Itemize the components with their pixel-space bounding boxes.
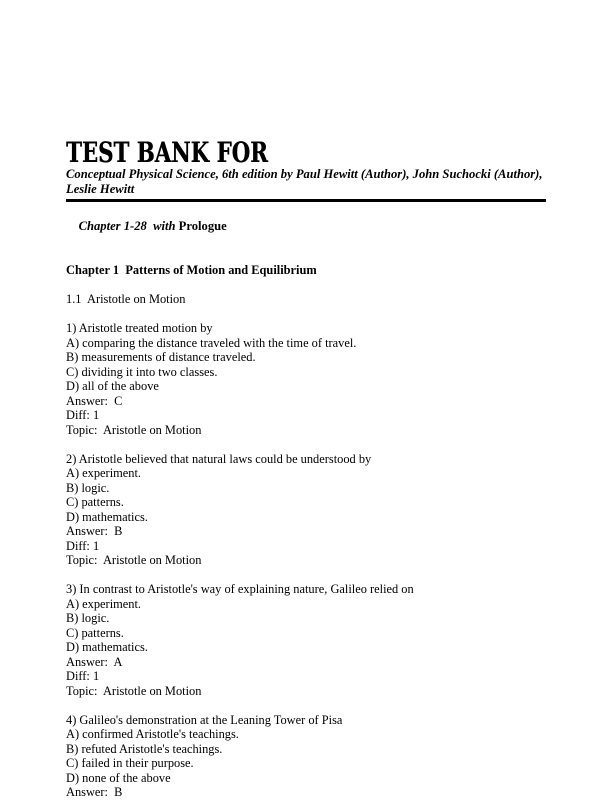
- choice-c: C) patterns.: [66, 625, 124, 640]
- chapter-heading: Chapter 1 Patterns of Motion and Equilibrium: [66, 262, 317, 277]
- topic-line: Topic: Aristotle on Motion: [66, 683, 202, 698]
- choice-d: D) mathematics.: [66, 640, 148, 654]
- choice-a: A) experiment.: [66, 466, 142, 480]
- question-stem: 4) Galileo's demonstration at the Leaning Tower of Pisa: [66, 712, 343, 727]
- topic-line: Topic: Aristotle on Motion: [66, 422, 202, 437]
- title-row: [66, 136, 546, 169]
- answer-line: Answer: B: [66, 524, 123, 538]
- answer-line: Answer: C: [66, 393, 123, 408]
- answer-line: Answer: A: [66, 654, 123, 669]
- book-subtitle-line-1: Conceptual Physical Science, 6th edition by Paul Hewitt (Author), John Suchocki (Author),: [66, 167, 543, 181]
- choice-a: A) comparing the distance traveled with the time of travel.: [66, 335, 357, 350]
- question-block-3: [66, 582, 546, 698]
- chapter-range-bold: Prologue: [178, 218, 227, 233]
- choice-d: D) mathematics.: [66, 509, 148, 524]
- section-heading: 1.1 Aristotle on Motion: [66, 292, 186, 306]
- choice-b: B) logic.: [66, 480, 110, 495]
- choice-c: C) failed in their purpose.: [66, 756, 194, 770]
- choice-c: C) dividing it into two classes.: [66, 364, 218, 379]
- chapter-range-italic: Chapter 1-28 with: [78, 218, 179, 233]
- choice-b: B) logic.: [66, 611, 110, 625]
- diff-line: Diff: 1: [66, 538, 100, 553]
- question-block-2: [66, 452, 546, 568]
- diff-line: Diff: 1: [66, 408, 100, 422]
- question-block-4: [66, 713, 546, 800]
- question-block-1: [66, 321, 546, 437]
- choice-b: B) refuted Aristotle's teachings.: [66, 741, 223, 756]
- question-stem: 1) Aristotle treated motion by: [66, 321, 213, 335]
- choice-d: D) all of the above: [66, 379, 159, 393]
- document-title: TEST BANK FOR: [66, 136, 268, 169]
- question-stem: 3) In contrast to Aristotle's way of explaining nature, Galileo relied on: [66, 582, 414, 596]
- choice-c: C) patterns.: [66, 495, 124, 509]
- choice-a: A) confirmed Aristotle's teachings.: [66, 727, 239, 741]
- topic-line: Topic: Aristotle on Motion: [66, 553, 202, 567]
- diff-line: Diff: 1: [66, 669, 100, 683]
- answer-line: Answer: B: [66, 785, 123, 799]
- choice-b: B) measurements of distance traveled.: [66, 350, 256, 364]
- chapter-range-line: [66, 204, 546, 249]
- book-subtitle-line-2: Leslie Hewitt: [66, 182, 135, 196]
- question-stem: 2) Aristotle believed that natural laws could be understood by: [66, 451, 372, 466]
- choice-a: A) experiment.: [66, 596, 142, 611]
- choice-d: D) none of the above: [66, 770, 171, 785]
- horizontal-rule: [66, 199, 546, 202]
